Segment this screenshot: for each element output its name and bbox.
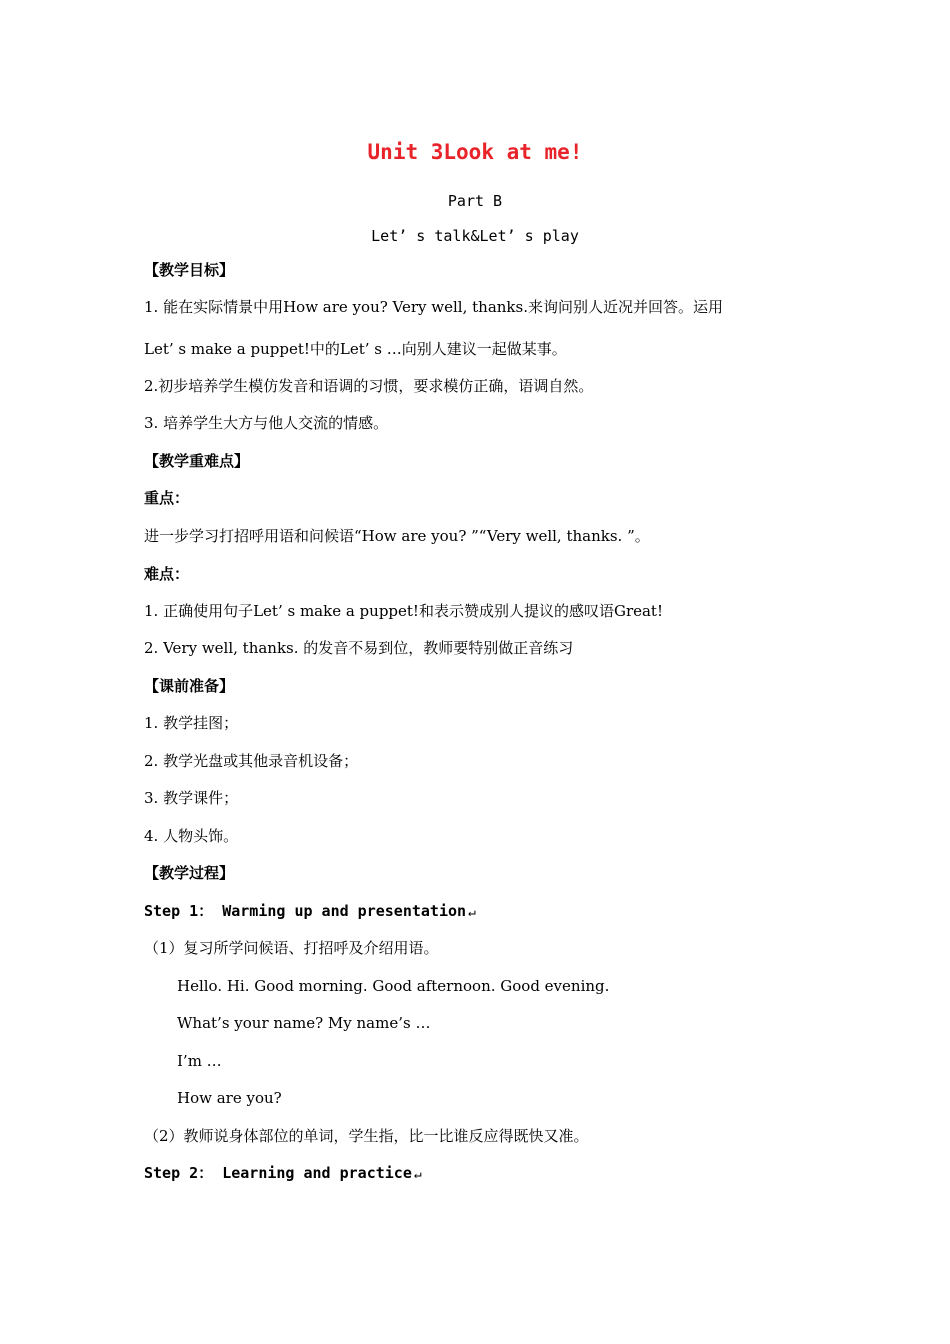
difficulties-label: 难点： xyxy=(144,565,190,583)
section-heading-key-points: 【教学重难点】 xyxy=(144,452,250,470)
greeting-example-4: How are you? xyxy=(177,1089,282,1107)
section-heading-objectives: 【教学目标】 xyxy=(144,261,235,279)
preparation-2: 2. 教学光盘或其他录音机设备； xyxy=(144,752,359,770)
part-heading: Part B xyxy=(447,192,503,210)
objective-1: 1. 能在实际情景中用How are you? Very well, thanks.来询问别人近况并回答。运用 xyxy=(144,298,723,316)
step-1-heading: Step 1： Warming up and presentation ↵ xyxy=(144,902,476,920)
step-1-item-2: （2）教师说身体部位的单词，学生指，比一比谁反应得既快又准。 xyxy=(144,1127,589,1145)
difficulty-2: 2. Very well, thanks. 的发音不易到位，教师要特别做正音练习 xyxy=(144,639,574,657)
objective-1-continued: Let’ s make a puppet!中的Let’ s …向别人建议一起做某事。 xyxy=(144,340,567,358)
objective-3: 3. 培养学生大方与他人交流的情感。 xyxy=(144,414,389,432)
greeting-example-2: What’s your name? My name’s … xyxy=(177,1014,431,1032)
section-heading-procedure: 【教学过程】 xyxy=(144,864,235,882)
greeting-example-1: Hello. Hi. Good morning. Good afternoon. Good evening. xyxy=(177,977,610,995)
step-1-item-1: （1）复习所学问候语、打招呼及介绍用语。 xyxy=(144,939,439,957)
key-points-label: 重点： xyxy=(144,489,190,507)
preparation-4: 4. 人物头饰。 xyxy=(144,827,239,845)
preparation-3: 3. 教学课件； xyxy=(144,789,239,807)
preparation-1: 1. 教学挂图； xyxy=(144,714,239,732)
document-title: Unit 3Look at me! xyxy=(367,140,583,164)
section-heading-preparation: 【课前准备】 xyxy=(144,677,235,695)
greeting-example-3: I’m … xyxy=(177,1052,222,1070)
step-2-heading: Step 2： Learning and practice ↵ xyxy=(144,1164,422,1182)
paragraph-mark: ↵ xyxy=(468,905,476,920)
objective-2: 2.初步培养学生模仿发音和语调的习惯，要求模仿正确，语调自然。 xyxy=(144,377,594,395)
key-point-text: 进一步学习打招呼用语和问候语“How are you? ”“Very well, thanks. ”。 xyxy=(144,527,650,545)
paragraph-mark: ↵ xyxy=(413,1167,422,1182)
difficulty-1: 1. 正确使用句子Let’ s make a puppet!和表示赞成别人提议的感叹语Great! xyxy=(144,602,663,620)
lesson-subtitle: Let’ s talk&Let’ s play xyxy=(371,227,579,245)
